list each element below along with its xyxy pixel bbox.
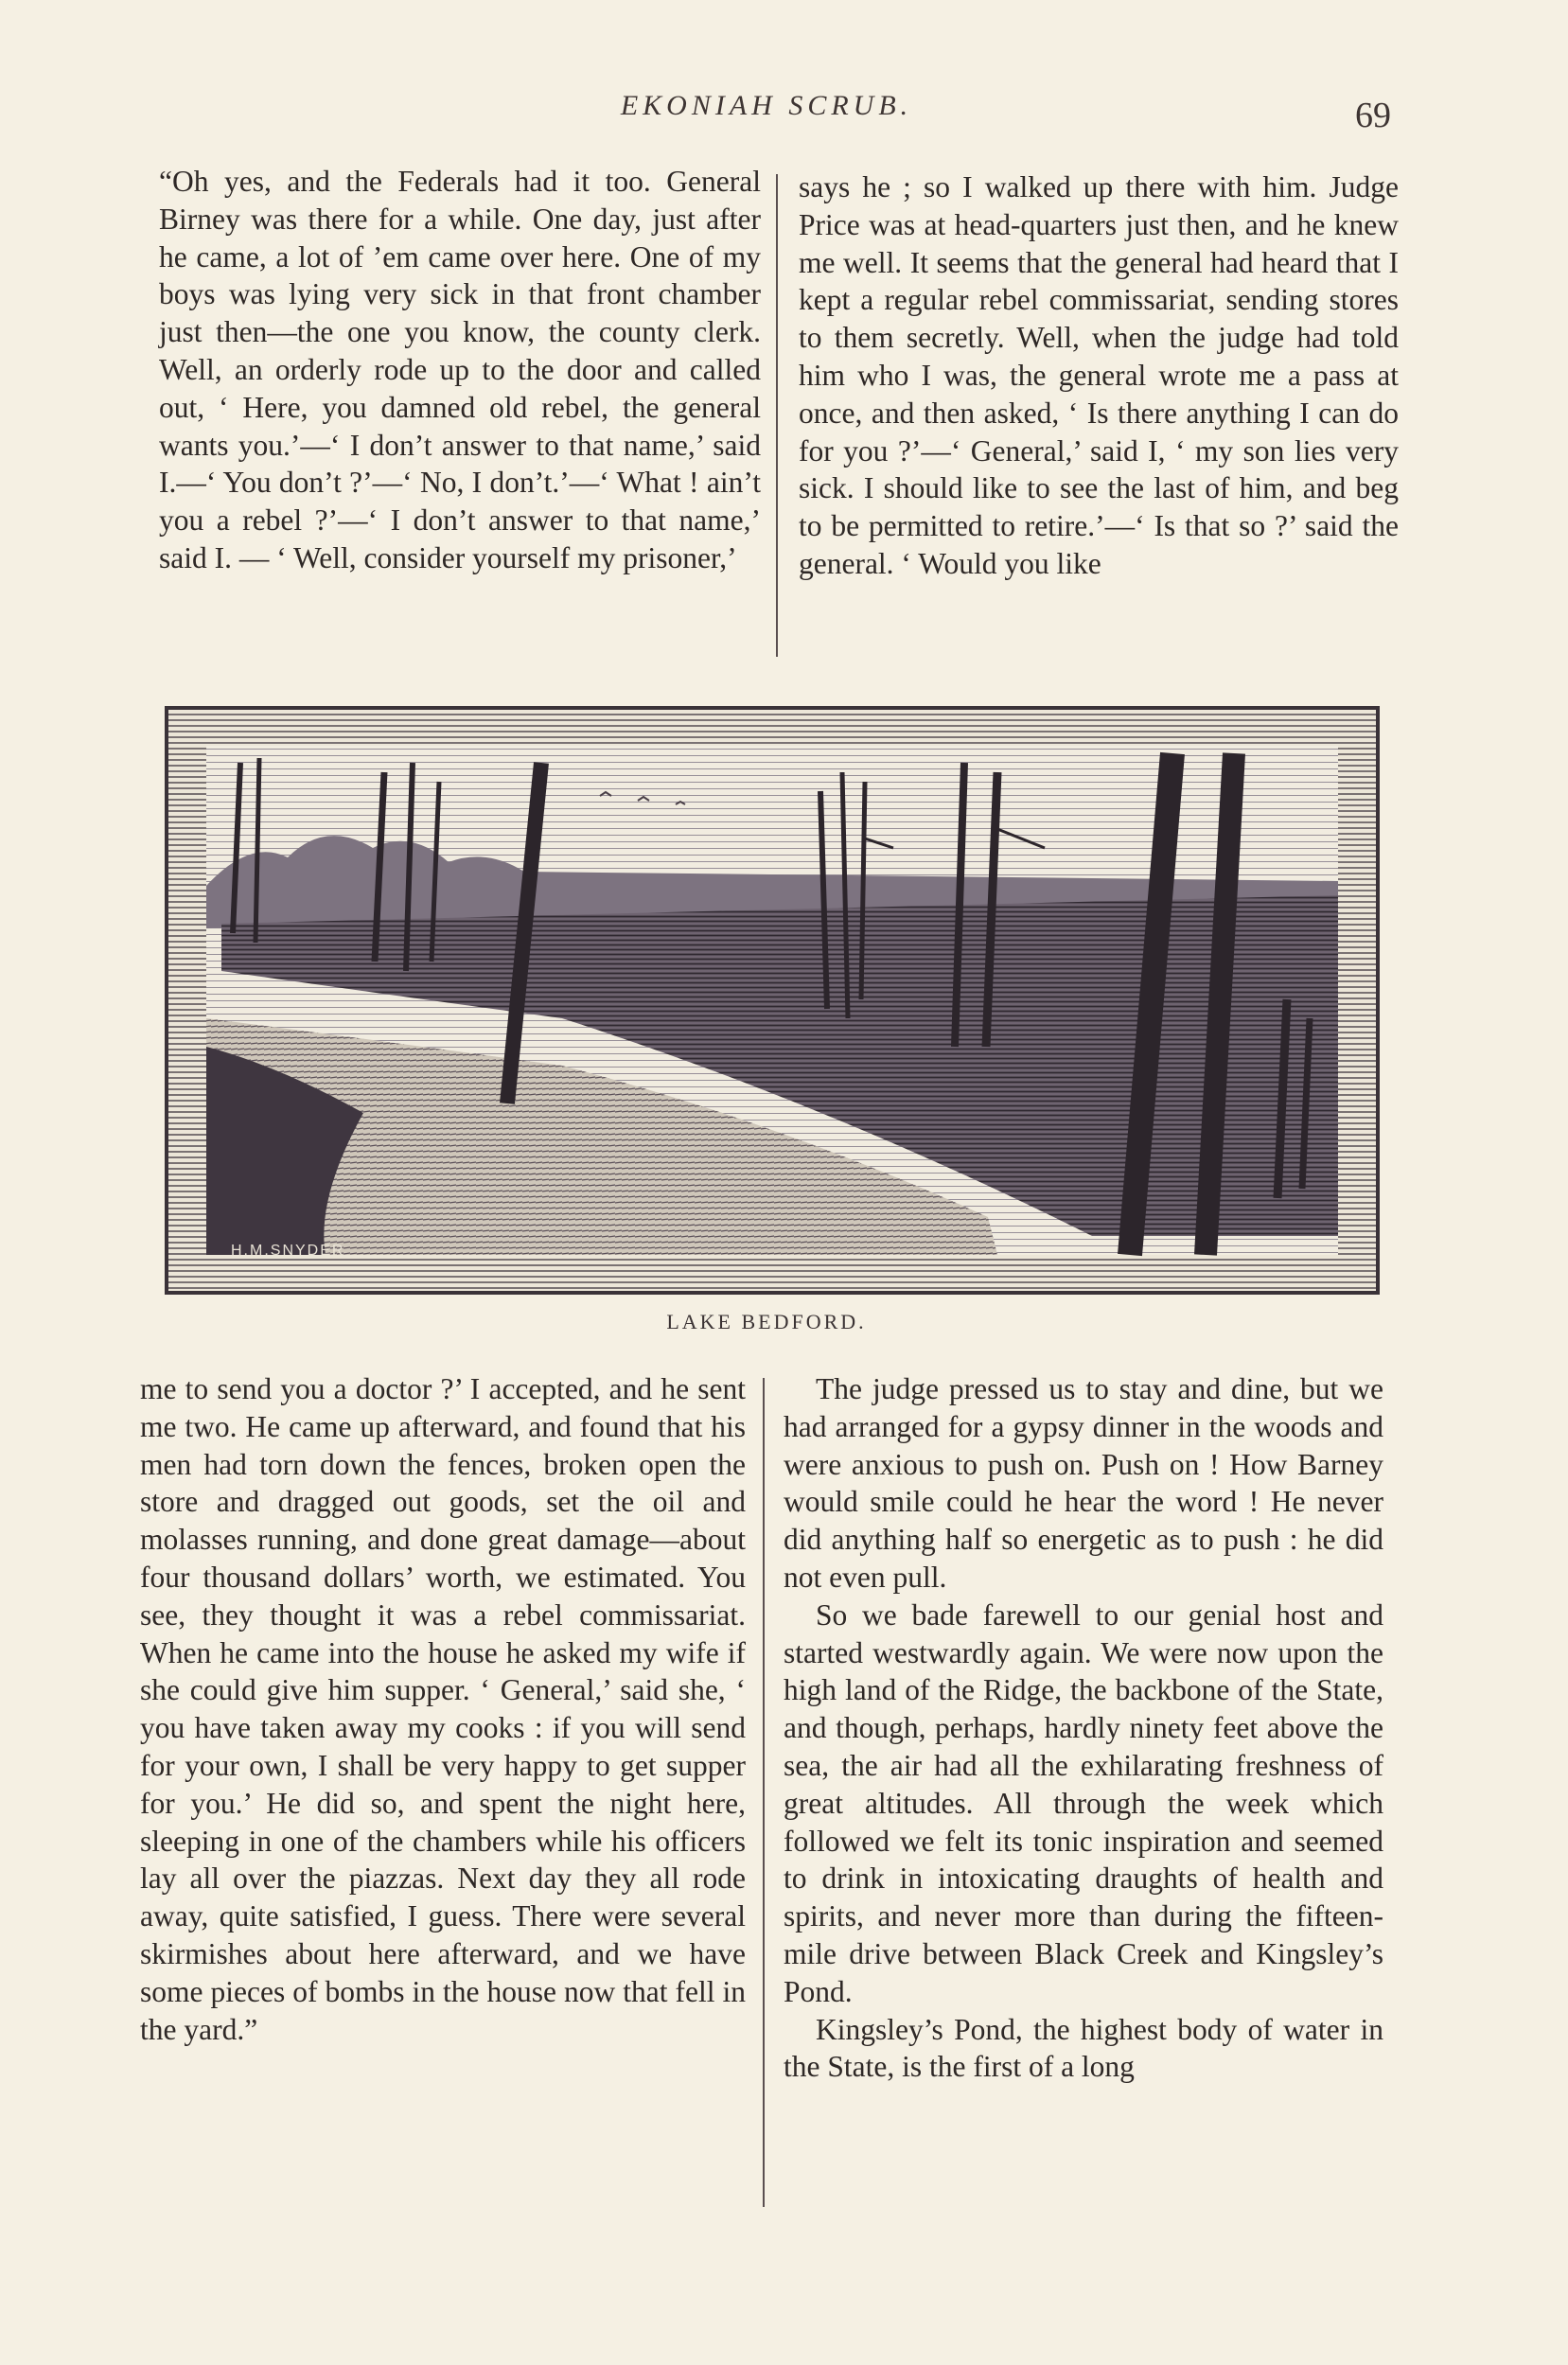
column-divider: [763, 1378, 765, 2207]
paragraph: The judge pressed us to stay and dine, but we had arranged for a gypsy dinner in the woods and were anxious to push on. Push on ! How Barney would smile could he hear the word ! He never did anything half so energetic as to push : he did not even pull.: [784, 1372, 1383, 1594]
engraving-lake-bedford: [165, 706, 1380, 1295]
paragraph: “Oh yes, and the Federals had it too. General Birney was there for a while. One day, just after he came, a lot of ’em came over here. One of my boys was lying very sick in that front chamber just then—the one you know, the county clerk. Well, an orderly rode up to the door and called out, ‘ Here, you damned old rebel, the general wants you.’—‘ I don’t answer to that name,’ said I.—‘ You don’t ?’—‘ No, I don’t.’—‘ What ! ain’t you a rebel ?’—‘ I don’t answer to that name,’ said I. — ‘ Well, consider yourself my prisoner,’: [159, 165, 761, 574]
artist-signature: H.M.SNYDER: [231, 1243, 345, 1259]
text-column-bottom-right: [784, 1370, 1383, 2086]
paragraph: says he ; so I walked up there with him. Judge Price was at head-quarters just then, and he knew me well. It seems that the general had heard that I kept a regular rebel commissariat, sending stores to them secretly. Well, when the judge had told him who I was, the general wrote me a pass at once, and then asked, ‘ Is there anything I can do for you ?’—‘ General,’ said I, ‘ my son lies very sick. I should like to see the last of him, and beg to be permitted to retire.’—‘ Is that so ?’ said the general. ‘ Would you like: [799, 170, 1399, 580]
page-number: 69: [1355, 96, 1391, 135]
text-column-bottom-left: [140, 1370, 746, 2048]
paragraph: Kingsley’s Pond, the highest body of water in the State, is the first of a long: [784, 2012, 1383, 2084]
paragraph: me to send you a doctor ?’ I accepted, and he sent me two. He came up afterward, and found that his men had torn down the fences, broken open the store and dragged out goods, set the oil and molasses running, and done great damage—about four thousand dollars’ worth, we estimated. You see, they thought it was a rebel commissariat. When he came into the house he asked my wife if she could give him supper. ‘ General,’ said she, ‘ you have taken away my cooks : if you will send for your own, I shall be very happy to get supper for you.’ He did so, and spent the night here, sleeping in one of the chambers while his officers lay all over the piazzas. Next day they all rode away, quite satisfied, I guess. There were several skirmishes about here afterward, and we have some pieces of bombs in the house now that fell in the yard.”: [140, 1372, 746, 2046]
text-column-top-left: [159, 163, 761, 577]
figure-caption: LAKE BEDFORD.: [666, 1310, 867, 1333]
running-title: EKONIAH SCRUB.: [620, 90, 913, 121]
column-divider: [776, 174, 778, 657]
text-column-top-right: [799, 168, 1399, 583]
paragraph: So we bade farewell to our genial host and started westwardly again. We were now upon the high land of the Ridge, the backbone of the State, and though, perhaps, hardly ninety feet above the sea, the air had all the exhilarating freshness of great altitudes. All through the week which followed we felt its tonic inspiration and seemed to drink in intoxicating draughts of health and spirits, and never more than during the fifteen-mile drive between Black Creek and Kingsley’s Pond.: [784, 1597, 1383, 2008]
engraving-illustration: [165, 706, 1380, 1295]
